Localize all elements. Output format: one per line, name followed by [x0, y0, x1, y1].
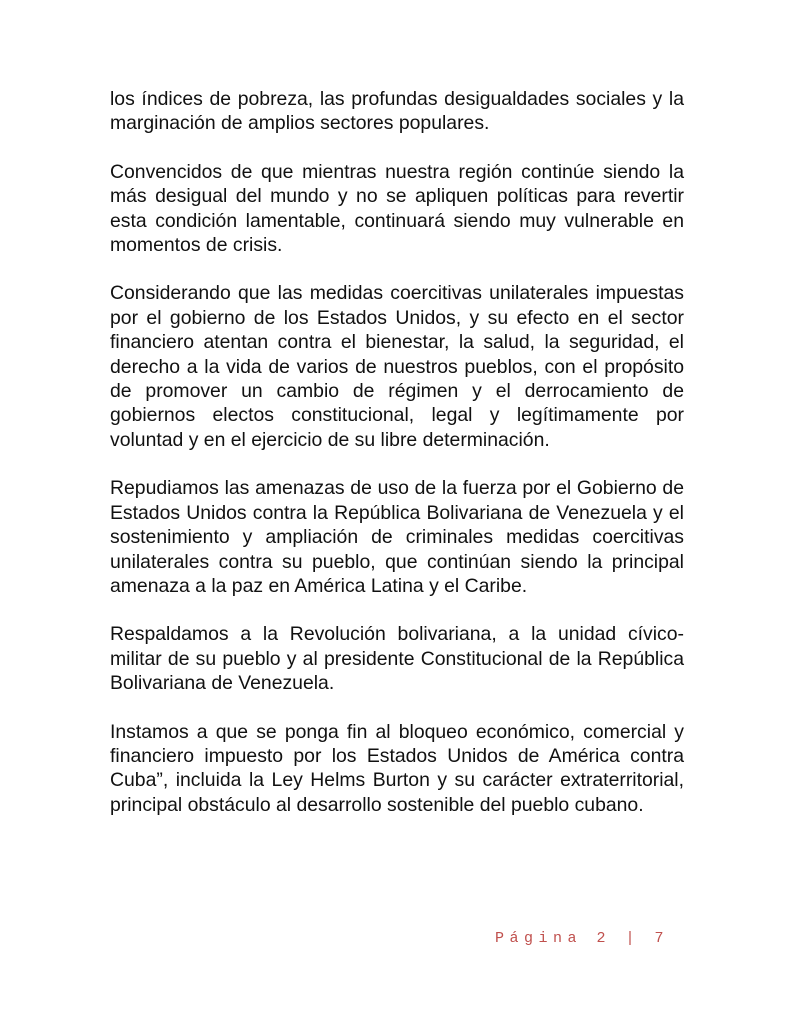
paragraph-threats-venezuela: Repudiamos las amenazas de uso de la fuerza por el Gobierno de Estados Unidos contra la República Bolivariana de Venezuela y el sostenimiento y ampliación de criminales medidas coercitivas unilaterales contra su pueblo, que continúan siendo la principal amenaza a la paz en América Latina y el Caribe. — [110, 477, 684, 597]
paragraph-support-revolution: Respaldamos a la Revolución bolivariana, a la unidad cívico-militar de su pueblo y al presidente Constitucional de la República Bolivariana de Venezuela. — [110, 623, 684, 695]
paragraph-coercive-measures: Considerando que las medidas coercitivas unilaterales impuestas por el gobierno de los Estados Unidos, y su efecto en el sector financiero atentan contra el bienestar, la salud, la seguridad, el derecho a la vida de varios de nuestros pueblos, con el propósito de promover un cambio de régimen y el derrocamiento de gobiernos electos constitucional, legal y legítimamente por voluntad y en el ejercicio de su libre determinación. — [110, 282, 684, 451]
paragraph-inequality: Convencidos de que mientras nuestra región continúe siendo la más desigual del mundo y no se apliquen políticas para revertir esta condición lamentable, continuará siendo muy vulnerable en momentos de crisis. — [110, 160, 684, 257]
paragraph-cuba-blockade: Instamos a que se ponga fin al bloqueo económico, comercial y financiero impuesto por los Estados Unidos de América contra Cuba”, incluida la Ley Helms Burton y su carácter extraterritorial, principal obstáculo al desarrollo sostenible del pueblo cubano. — [110, 720, 684, 816]
document-body — [110, 87, 684, 841]
page-number: Página 2 | 7 — [494, 930, 669, 947]
paragraph-poverty: los índices de pobreza, las profundas desigualdades sociales y la marginación de amplios sectores populares. — [110, 88, 684, 135]
